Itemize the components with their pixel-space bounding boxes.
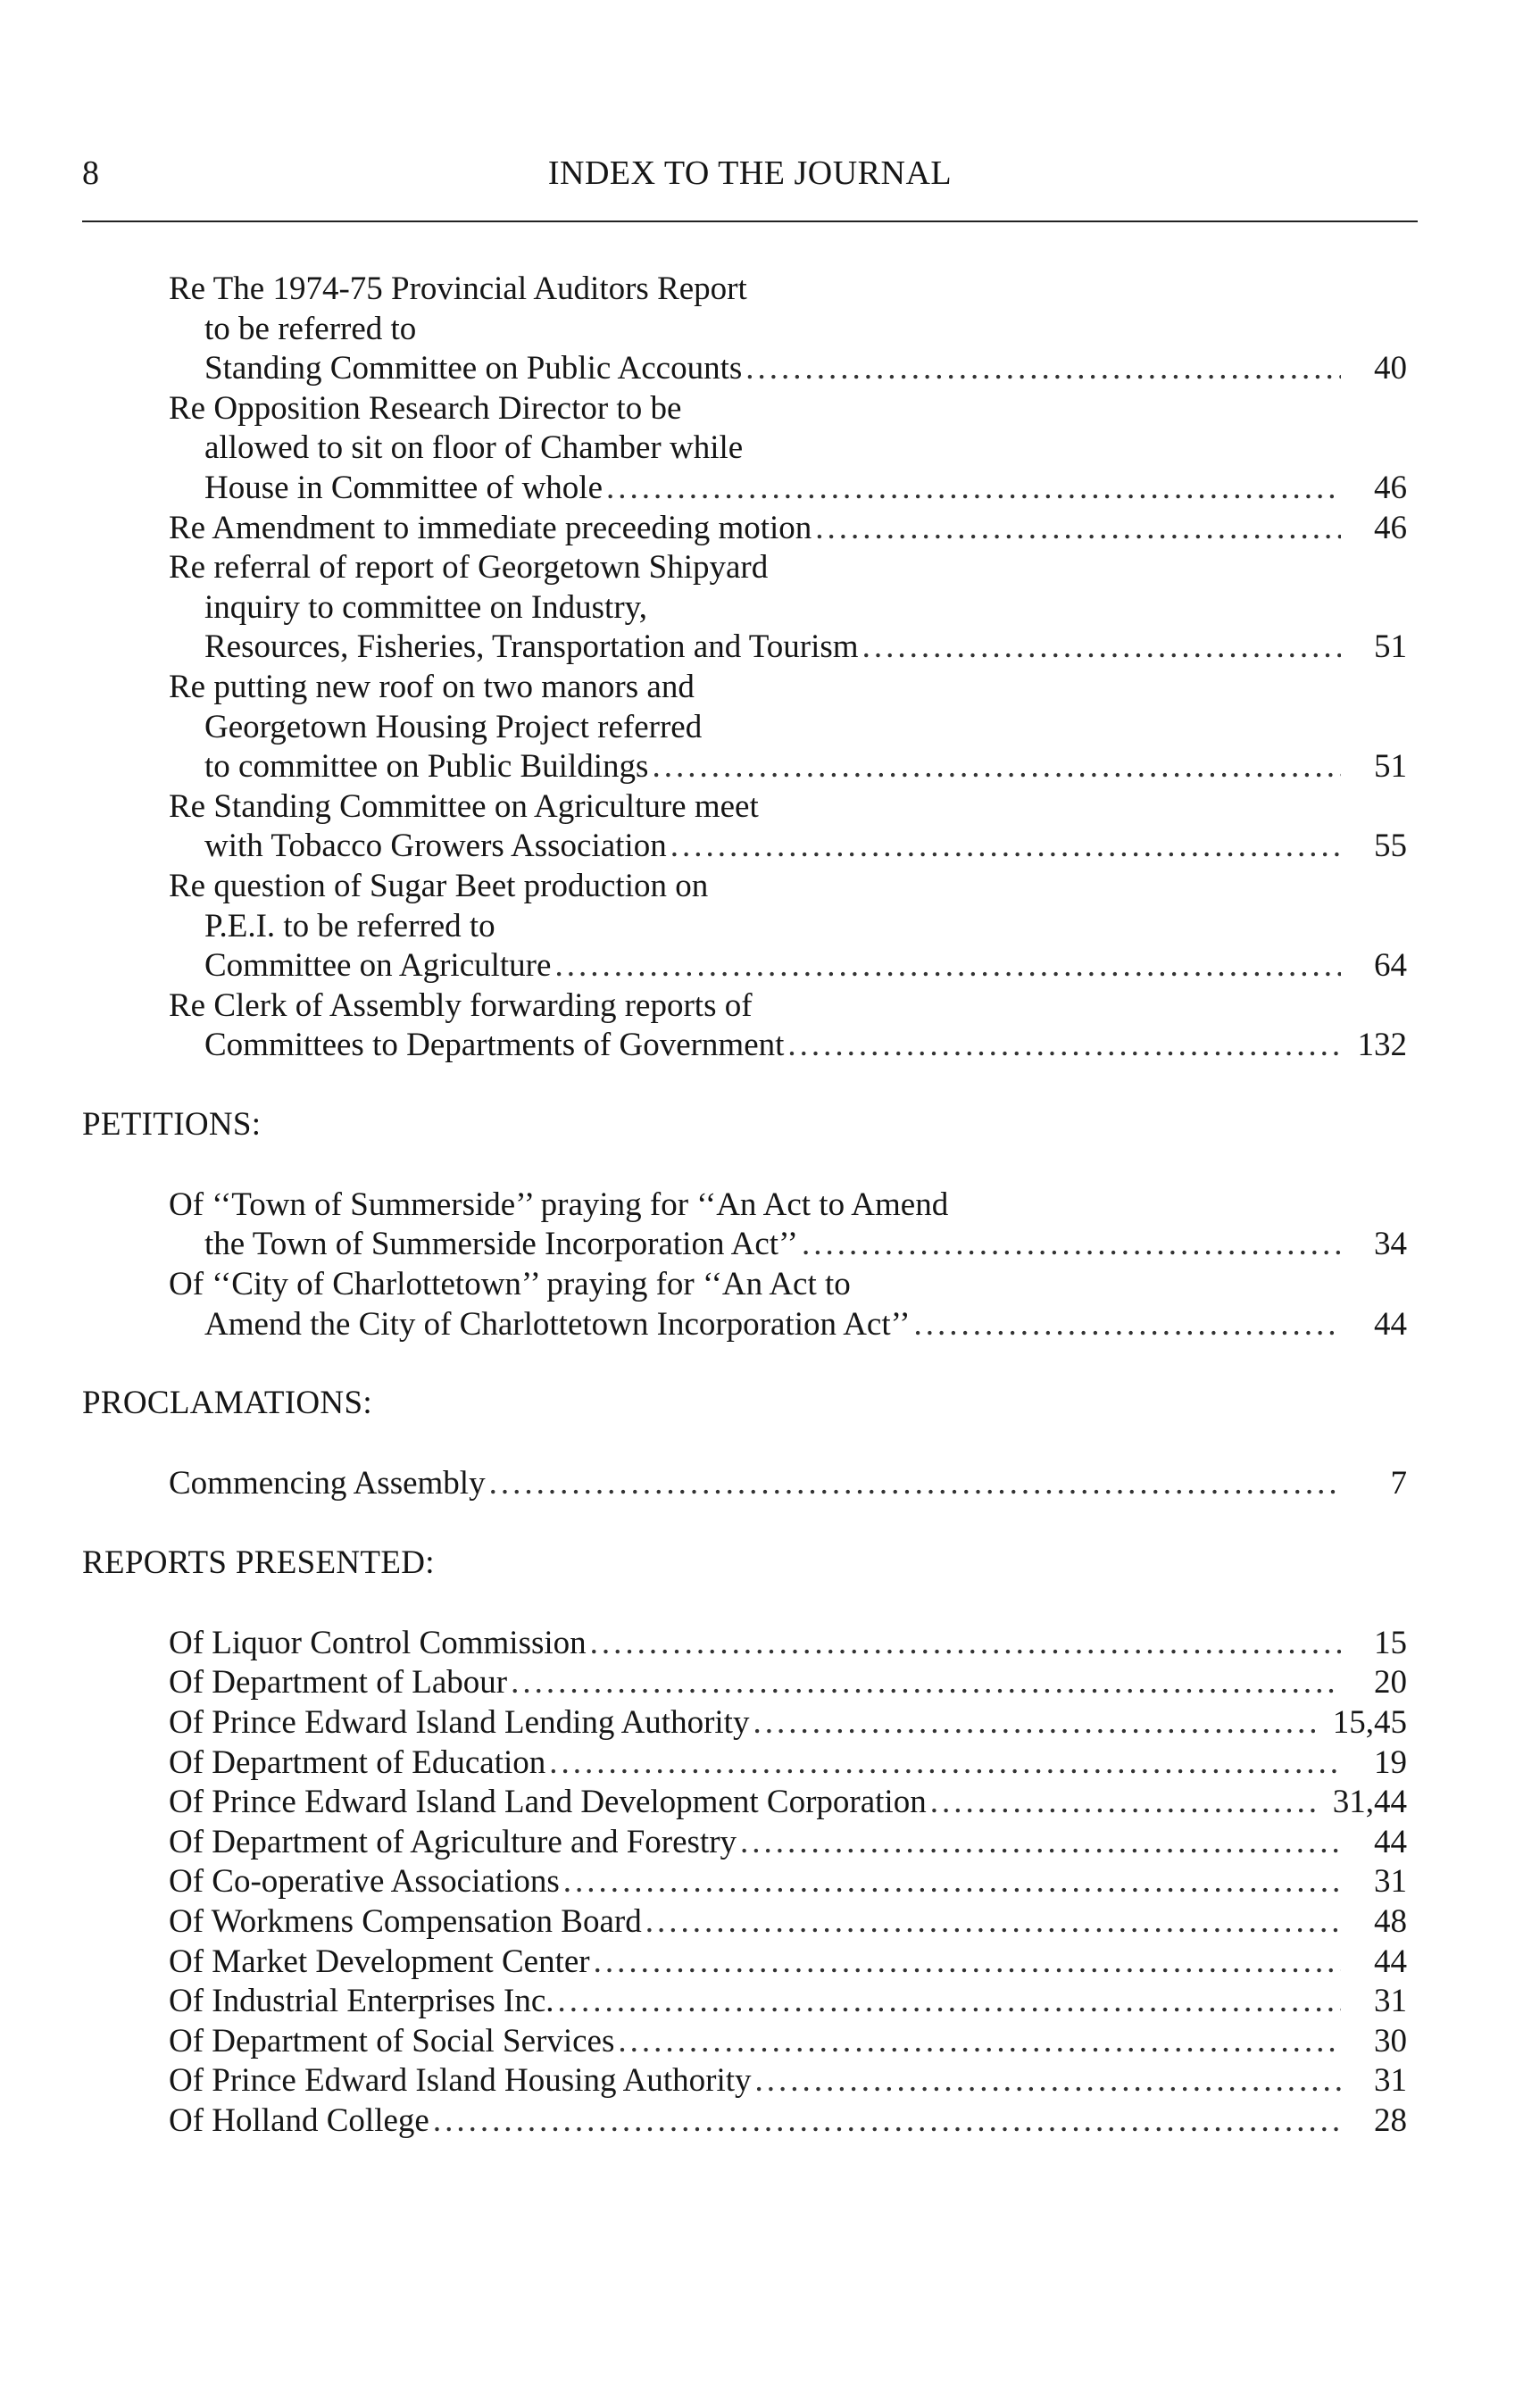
entry-line: Re referral of report of Georgetown Shipyard xyxy=(169,549,769,587)
page-reference: 48 xyxy=(1374,1903,1407,1940)
index-entry xyxy=(169,1862,1407,1902)
entry-last-line xyxy=(169,1862,1407,1902)
entry-line: House in Committee of whole xyxy=(204,469,603,506)
entry-last-line xyxy=(169,1703,1407,1743)
index-entry xyxy=(169,548,1407,668)
entry-last-line xyxy=(169,509,1407,549)
page-reference: 44 xyxy=(1374,1823,1407,1860)
entry-last-line xyxy=(169,628,1407,668)
index-entry xyxy=(169,1265,1407,1344)
index-body xyxy=(0,270,1540,2142)
entry-line: Re putting new roof on two manors and xyxy=(169,668,695,705)
dot-leader xyxy=(802,1225,1341,1265)
entry-last-line xyxy=(169,1305,1407,1345)
entry-line: Committee on Agriculture xyxy=(204,947,552,985)
page-reference: 51 xyxy=(1374,628,1407,666)
entry-line: Of Liquor Control Commission xyxy=(169,1624,587,1661)
entry-line: Resources, Fisheries, Transportation and Tourism xyxy=(204,628,859,666)
petitions-list xyxy=(0,1186,1540,1344)
page-reference: 46 xyxy=(1374,509,1407,546)
entry-last-line xyxy=(169,2061,1407,2101)
entry-line: inquiry to committee on Industry, xyxy=(204,588,647,626)
page-reference: 64 xyxy=(1374,947,1407,985)
index-entry xyxy=(169,1783,1407,1823)
dot-leader xyxy=(862,628,1341,668)
proclamations-list xyxy=(0,1464,1540,1504)
index-entry xyxy=(169,509,1407,549)
dot-leader xyxy=(563,1862,1341,1902)
index-entry xyxy=(169,1743,1407,1784)
dot-leader xyxy=(652,747,1341,787)
page-reference: 34 xyxy=(1374,1226,1407,1263)
index-entry xyxy=(169,1186,1407,1265)
index-entry xyxy=(169,1464,1407,1504)
page-reference: 7 xyxy=(1390,1465,1407,1502)
entry-last-line xyxy=(169,747,1407,787)
index-entry xyxy=(169,668,1407,787)
dot-leader xyxy=(753,1703,1319,1743)
entry-last-line xyxy=(169,469,1407,509)
entry-line: Commencing Assembly xyxy=(169,1465,486,1502)
page-number: 8 xyxy=(82,154,99,192)
index-entry xyxy=(169,2022,1407,2062)
dot-leader xyxy=(606,469,1341,509)
page-title: INDEX TO THE JOURNAL xyxy=(547,154,953,192)
page-reference: 30 xyxy=(1374,2022,1407,2059)
index-entry xyxy=(169,787,1407,867)
entry-line: Re Standing Committee on Agriculture meet xyxy=(169,787,759,825)
dot-leader xyxy=(594,1943,1341,1983)
dot-leader xyxy=(554,946,1341,986)
entry-last-line xyxy=(169,2022,1407,2062)
entry-line: Re Amendment to immediate preceeding motion xyxy=(169,509,812,546)
entry-line: to committee on Public Buildings xyxy=(204,748,649,786)
entry-line: Georgetown Housing Project referred xyxy=(204,708,703,745)
dot-leader xyxy=(740,1823,1341,1863)
dot-leader xyxy=(549,1743,1341,1784)
index-entry xyxy=(169,1703,1407,1743)
index-entry xyxy=(169,1823,1407,1863)
entry-line: Of ‘‘City of Charlottetown’’ praying for ‘‘An Act to xyxy=(169,1266,851,1303)
entry-last-line xyxy=(169,1663,1407,1703)
dot-leader xyxy=(745,349,1341,389)
page-reference: 31,44 xyxy=(1332,1784,1407,1821)
entry-last-line xyxy=(169,349,1407,389)
entry-line: Re question of Sugar Beet production on xyxy=(169,867,709,904)
section-heading-petitions: PETITIONS: xyxy=(82,1105,262,1143)
entry-line: Of Prince Edward Island Lending Authority xyxy=(169,1704,750,1742)
page-reference: 31 xyxy=(1374,1863,1407,1901)
dot-leader xyxy=(511,1663,1341,1703)
page-reference: 15,45 xyxy=(1332,1704,1407,1742)
entry-line: Of Co-operative Associations xyxy=(169,1863,560,1901)
entry-last-line xyxy=(169,946,1407,986)
entry-last-line xyxy=(169,1982,1407,2022)
section-heading-reports-presented: REPORTS PRESENTED: xyxy=(82,1543,435,1581)
entry-line: the Town of Summerside Incorporation Act’’ xyxy=(204,1226,798,1263)
index-entry xyxy=(169,1943,1407,1983)
entry-last-line xyxy=(169,1026,1407,1066)
dot-leader xyxy=(590,1624,1341,1664)
entry-line: allowed to sit on floor of Chamber while xyxy=(204,429,744,467)
entry-last-line xyxy=(169,1225,1407,1265)
entry-last-line xyxy=(169,2101,1407,2142)
index-entry xyxy=(169,1902,1407,1943)
page-reference: 31 xyxy=(1374,2062,1407,2100)
page-reference: 51 xyxy=(1374,748,1407,786)
index-entry xyxy=(169,867,1407,986)
entry-line: Standing Committee on Public Accounts xyxy=(204,350,743,387)
page-reference: 44 xyxy=(1374,1305,1407,1343)
section-heading-proclamations: PROCLAMATIONS: xyxy=(82,1385,372,1422)
entry-last-line xyxy=(169,827,1407,867)
index-entry xyxy=(169,389,1407,509)
entry-line: Of Workmens Compensation Board xyxy=(169,1903,642,1940)
entry-line: Of ‘‘Town of Summerside’’ praying for ‘‘An Act to Amend xyxy=(169,1186,949,1223)
dot-leader xyxy=(645,1902,1341,1943)
entry-last-line xyxy=(169,1464,1407,1504)
motions-continued-list xyxy=(0,270,1540,1066)
entry-line: Of Market Development Center xyxy=(169,1943,590,1980)
index-entry xyxy=(169,986,1407,1066)
page-reference: 31 xyxy=(1374,1983,1407,2020)
entry-last-line xyxy=(169,1823,1407,1863)
dot-leader xyxy=(670,827,1341,867)
entry-line: Of Prince Edward Island Housing Authority xyxy=(169,2062,752,2100)
reports-presented-list xyxy=(0,1624,1540,2142)
index-entry xyxy=(169,1624,1407,1664)
dot-leader xyxy=(815,509,1341,549)
page-reference: 28 xyxy=(1374,2101,1407,2139)
entry-line: Of Department of Agriculture and Forestry xyxy=(169,1823,737,1860)
entry-last-line xyxy=(169,1743,1407,1784)
page-reference: 40 xyxy=(1374,350,1407,387)
dot-leader xyxy=(930,1783,1320,1823)
entry-line: Of Department of Labour xyxy=(169,1664,508,1702)
page-reference: 46 xyxy=(1374,469,1407,506)
page-reference: 44 xyxy=(1374,1943,1407,1980)
entry-line: Committees to Departments of Government xyxy=(204,1027,785,1064)
entry-line: Amend the City of Charlottetown Incorporation Act’’ xyxy=(204,1305,911,1343)
entry-last-line xyxy=(169,1783,1407,1823)
dot-leader xyxy=(618,2022,1341,2062)
entry-line: P.E.I. to be referred to xyxy=(204,907,495,944)
dot-leader xyxy=(787,1026,1341,1066)
index-entry xyxy=(169,1663,1407,1703)
page-reference: 20 xyxy=(1374,1664,1407,1702)
page-reference: 55 xyxy=(1374,828,1407,865)
page-reference: 15 xyxy=(1374,1624,1407,1661)
entry-last-line xyxy=(169,1943,1407,1983)
page-header xyxy=(82,154,1418,207)
page-reference: 132 xyxy=(1357,1027,1407,1064)
entry-line: Re The 1974-75 Provincial Auditors Report xyxy=(169,270,747,307)
dot-leader xyxy=(755,2061,1341,2101)
entry-line: Of Department of Social Services xyxy=(169,2022,615,2059)
dot-leader xyxy=(914,1305,1341,1345)
index-entry xyxy=(169,1982,1407,2022)
index-entry xyxy=(169,2101,1407,2142)
dot-leader xyxy=(433,2101,1341,2142)
entry-line: with Tobacco Growers Association xyxy=(204,828,667,865)
dot-leader xyxy=(489,1464,1341,1504)
index-entry xyxy=(169,270,1407,389)
entry-line: Of Department of Education xyxy=(169,1743,546,1781)
entry-line: Re Clerk of Assembly forwarding reports of xyxy=(169,986,753,1024)
entry-line: Of Industrial Enterprises Inc. xyxy=(169,1983,554,2020)
entry-last-line xyxy=(169,1624,1407,1664)
page-reference: 19 xyxy=(1374,1743,1407,1781)
dot-leader xyxy=(558,1982,1341,2022)
entry-line: Of Holland College xyxy=(169,2101,429,2139)
header-rule xyxy=(82,220,1418,222)
entry-last-line xyxy=(169,1902,1407,1943)
entry-line: to be referred to xyxy=(204,310,417,347)
entry-line: Re Opposition Research Director to be xyxy=(169,389,682,427)
index-entry xyxy=(169,2061,1407,2101)
entry-line: Of Prince Edward Island Land Development Corporation xyxy=(169,1784,927,1821)
